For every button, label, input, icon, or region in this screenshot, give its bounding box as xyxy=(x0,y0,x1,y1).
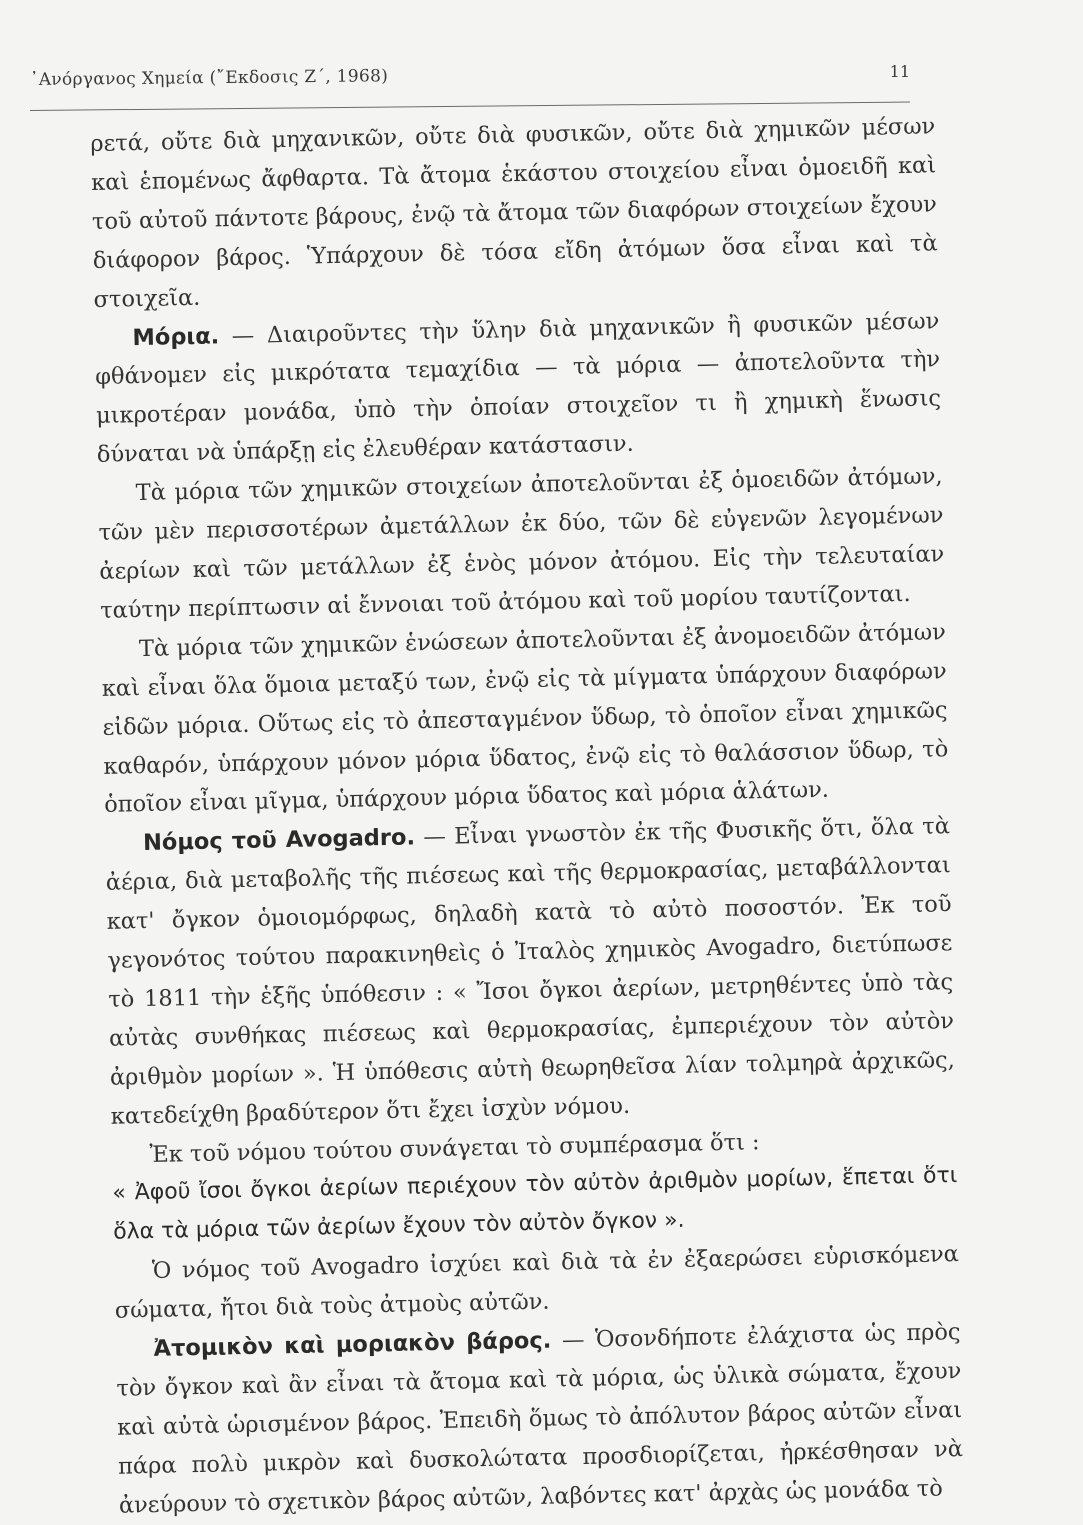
section-heading-atomic-weight: Ἀτομικὸν καὶ μοριακὸν βάρος. xyxy=(153,1327,552,1363)
paragraph-moria xyxy=(94,302,942,475)
paragraph xyxy=(101,613,950,825)
paragraph-text: Ἐκ τοῦ νόμου τούτου συνάγεται τὸ συμπέρασμα ὅτι : xyxy=(149,1128,760,1168)
paragraph xyxy=(97,457,945,630)
paragraph-text: Διαιροῦντες τὴν ὕλην διὰ μηχανικῶν ἢ φυσικῶν μέσων φθάνομεν εἰς μικρότατα τεμαχίδια — τὰ μόρια — ἀποτελοῦντα τὴν μικροτέραν μονάδα, ὑπὸ τὴν ὁποίαν στοιχεῖον τι ἢ χημικὴ ἕνωσις δύναται νὰ ὑπάρξῃ εἰς ἐλευθέραν κατάστασιν. xyxy=(95,307,942,469)
paragraph-text: Ὁσονδήποτε ἐλάχιστα ὡς πρὸς τὸν ὄγκον καὶ ἂν εἶναι τὰ ἄτομα καὶ τὰ μόρια, ὡς ὑλικὰ σώματα, ἔχουν καὶ αὐτὰ ὡρισμένον βάρος. Ἐπειδὴ ὅμως τὸ ἀπόλυτον βάρος αὐτῶν εἶναι πάρα πολὺ μικρὸν καὶ δυσκολώτατα προσδιορίζεται, ἠρκέσθησαν νὰ ἀνεύρουν τὸ σχετικὸν βάρος αὐτῶν, λαβόντες κατ' ἀρχὰς ὡς μονάδα τὸ xyxy=(116,1319,964,1519)
section-heading-moria: Μόρια. xyxy=(132,322,220,351)
page-header xyxy=(30,62,910,112)
paragraph-text: « Ἀφοῦ ἴσοι ὄγκοι ἀερίων περιέχουν τὸν αὐτὸν ἀριθμὸν μορίων, ἕπεται ὅτι ὅλα τὰ μόρια τῶν ἀερίων ἔχουν τὸν αὐτὸν ὄγκον ». xyxy=(112,1163,958,1246)
running-title: ᾿Ανόργανος Χημεία (῎Εκδοσις Ζ΄, 1968) xyxy=(29,66,389,90)
paragraph-text: Τὰ μόρια τῶν χημικῶν ἑνώσεων ἀποτελοῦνται ἐξ ἀνομοειδῶν ἀτόμων καὶ εἶναι ὅλα ὅμοια μεταξύ των, ἐνῷ εἰς τὰ μίγματα ὑπάρχουν διαφόρων εἰδῶν μόρια. Οὕτως εἰς τὸ ἀπεσταγμένον ὕδωρ, τὸ ὁποῖον εἶναι χημικῶς καθαρόν, ὑπάρχουν μόνον μόρια ὕδατος, ἐνῷ εἰς τὸ θαλάσσιον ὕδωρ, τὸ ὁποῖον εἶναι μῖγμα, ὑπάρχουν μόρια ὕδατος καὶ μόρια ἁλάτων. xyxy=(101,618,949,819)
paragraph-text: Εἶναι γνωστὸν ἐκ τῆς Φυσικῆς ὅτι, ὅλα τὰ ἀέρια, διὰ μεταβολῆς τῆς πιέσεως καὶ τῆς θερμοκρασίας, μεταβάλλονται κατ' ὄγκον ὁμοιομόρφως, δηλαδὴ κατὰ τὸ αὐτὸ ποσοστόν. Ἐκ τοῦ γεγονότος τούτου παρακινηθεὶς ὁ Ἰταλὸς χημικὸς Avogadro, διετύπωσε τὸ 1811 τὴν ἑξῆς ὑπόθεσιν : « Ἴσοι ὄγκοι ἀερίων, μετρηθέντες ὑπὸ τὰς αὐτὰς συνθήκας πιέσεως καὶ θερμοκρασίας, ἐμπεριέχουν τὸν αὐτὸν ἀριθμὸν μορίων ». Ἡ ὑπόθεσις αὐτὴ θεωρηθεῖσα λίαν τολμηρὰ ἀρχικῶς, κατεδείχθη βραδύτερον ὅτι ἔχει ἰσχὺν νόμου. xyxy=(105,813,956,1130)
heading-dash: — xyxy=(423,824,447,851)
paragraph xyxy=(90,107,939,319)
paragraph-text: Τὰ μόρια τῶν χημικῶν στοιχείων ἀποτελοῦνται ἐξ ὁμοειδῶν ἀτόμων, τῶν μὲν περισσοτέρων ἀμετάλλων ἐκ δύο, τῶν δὲ εὐγενῶν λεγομένων ἀερίων καὶ τῶν μετάλλων ἐξ ἑνὸς μόνον ἀτόμου. Εἰς τὴν τελευταίαν ταύτην περίπτωσιν αἱ ἔννοιαι τοῦ ἀτόμου καὶ τοῦ μορίου ταυτίζονται. xyxy=(98,463,945,624)
paragraph-text: Ὁ νόμος τοῦ Avogadro ἰσχύει καὶ διὰ τὰ ἐν ἐξαερώσει εὑρισκόμενα σώματα, ἤτοι διὰ τοὺς ἀτμοὺς αὐτῶν. xyxy=(114,1241,960,1324)
paragraph-atomic-weight xyxy=(115,1313,964,1525)
heading-dash: — xyxy=(231,322,255,349)
body-text xyxy=(90,107,964,1525)
paragraph-avogadro xyxy=(105,807,956,1136)
page-number: 11 xyxy=(889,62,910,81)
paragraph-text: ρετά, οὔτε διὰ μηχανικῶν, οὔτε διὰ φυσικῶν, οὔτε διὰ χημικῶν μέσων καὶ ἑπομένως ἄφθαρτα. Τὰ ἄτομα ἑκάστου στοιχείου εἶναι ὁμοειδῆ καὶ τοῦ αὐτοῦ πάντοτε βάρους, ἐνῷ τὰ ἄτομα τῶν διαφόρων στοιχείων ἔχουν διάφορον βάρος. Ὑπάρχουν δὲ τόσα εἴδη ἀτόμων ὅσα εἶναι καὶ τὰ στοιχεῖα. xyxy=(90,113,938,313)
section-heading-avogadro: Νόμος τοῦ Avogadro. xyxy=(142,824,416,857)
heading-dash: — xyxy=(561,1327,585,1354)
